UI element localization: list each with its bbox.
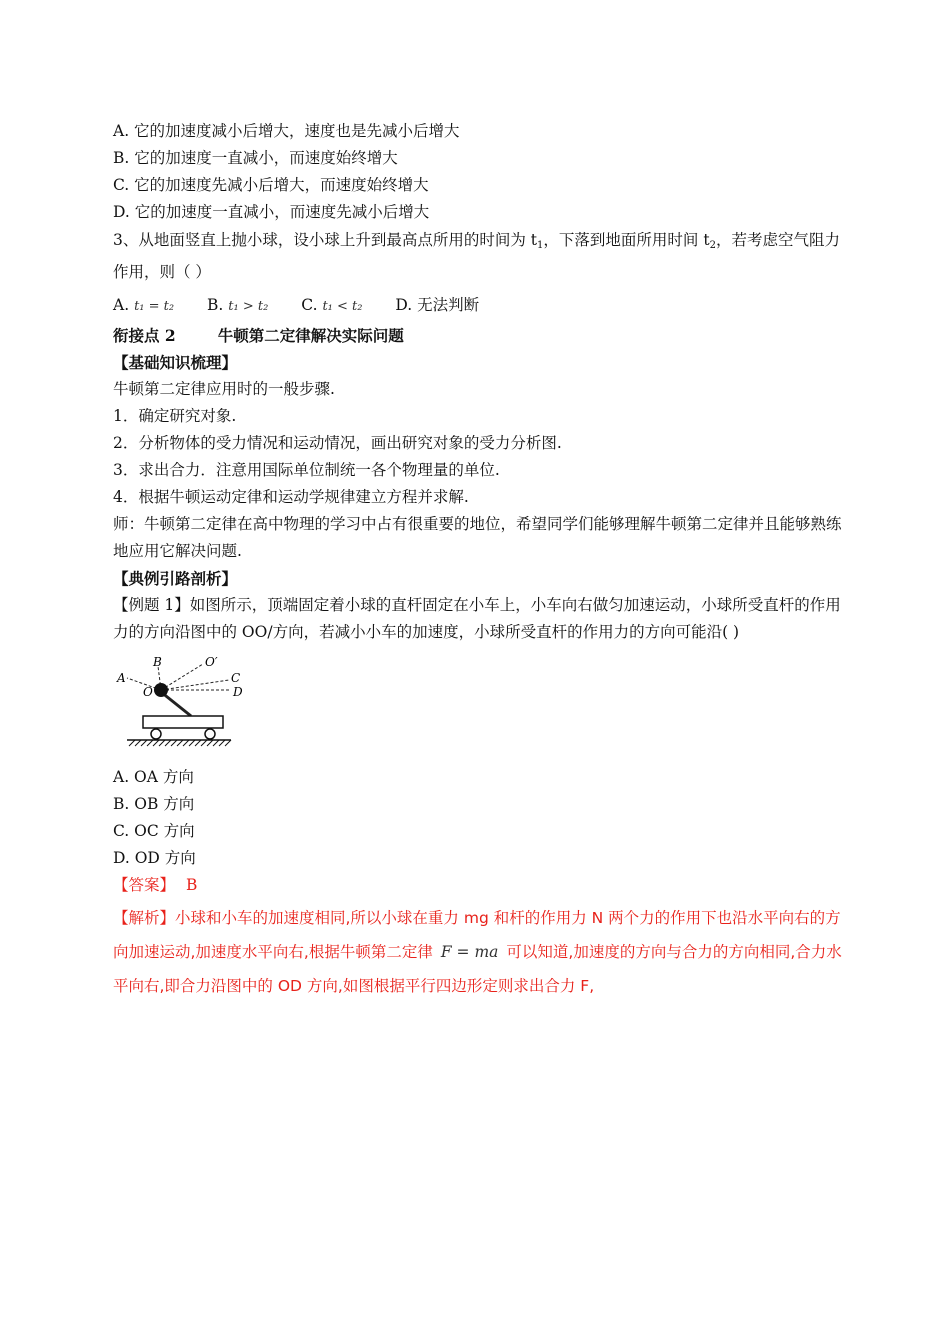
label-o: O <box>143 685 153 699</box>
example1-option-a: A. OA 方向 <box>113 768 194 786</box>
label-d: D <box>233 685 243 699</box>
label-o-prime: O′ <box>205 655 218 669</box>
analysis-text <box>113 901 843 1003</box>
line-oc <box>161 680 229 690</box>
q3-option-c-math: t₁ < t₂ <box>322 299 363 314</box>
label-b: B <box>153 655 162 669</box>
rod <box>161 692 191 716</box>
q3-options <box>113 292 843 320</box>
step-4: 4．根据牛顿运动定律和运动学规律建立方程并求解. <box>113 488 469 506</box>
q2-option-b: B. 它的加速度一直减小，而速度始终增大 <box>113 149 398 167</box>
example1-option-d: D. OD 方向 <box>113 849 196 867</box>
section-heading-number: 衔接点 2 <box>113 326 176 345</box>
q3-stem-sub1: 1 <box>537 240 544 251</box>
q2-option-c: C. 它的加速度先减小后增大，而速度始终增大 <box>113 176 429 194</box>
line-oo-prime <box>161 664 203 690</box>
q3-option-a-label: A. <box>113 296 130 314</box>
section-heading-title: 牛顿第二定律解决实际问题 <box>217 326 404 345</box>
example1-stem: 【例题 1】如图所示，顶端固定着小球的直杆固定在小车上，小车向右做匀加速运动，小球所受直杆的作用力的方向沿图中的 OO/方向，若减小小车的加速度，小球所受直杆的作用力的方向可能沿( ) <box>113 596 841 641</box>
cart-rod-ball-figure <box>113 654 253 754</box>
q3-stem-part3: ，若考虑空气阻力作用，则（ ） <box>113 231 840 281</box>
analysis-formula: F = ma <box>440 943 499 961</box>
example1-option-c: C. OC 方向 <box>113 822 195 840</box>
step-3: 3．求出合力．注意用国际单位制统一各个物理量的单位. <box>113 461 500 479</box>
example-title: 【典例引路剖析】 <box>113 569 238 588</box>
q3-stem-part2: ，下落到地面所用时间 t <box>543 231 710 249</box>
q3-stem <box>113 227 843 286</box>
section-heading <box>113 322 843 349</box>
ground-hatch <box>129 740 231 746</box>
label-c: C <box>231 671 241 685</box>
q3-option-b-label: B. <box>207 296 224 314</box>
example1-option-b: B. OB 方向 <box>113 795 195 813</box>
cart-body <box>143 716 223 728</box>
answer-label: 【答案】 <box>113 876 176 894</box>
wheel-left <box>151 729 161 739</box>
q3-option-b-math: t₁ > t₂ <box>228 299 269 314</box>
step-1: 1．确定研究对象. <box>113 407 237 425</box>
label-a: A <box>117 671 126 685</box>
teacher-note: 师：牛顿第二定律在高中物理的学习中占有很重要的地位，希望同学们能够理解牛顿第二定律并且能够熟练地应用它解决问题. <box>113 515 842 560</box>
wheel-right <box>205 729 215 739</box>
answer-value: B <box>185 876 198 894</box>
q3-option-d: D. 无法判断 <box>395 296 480 314</box>
q3-option-a-math: t₁ = t₂ <box>134 299 175 314</box>
basics-title: 【基础知识梳理】 <box>113 353 238 372</box>
steps-intro: 牛顿第二定律应用时的一般步骤. <box>113 380 335 398</box>
document-page <box>113 118 843 1003</box>
q3-stem-part1: 3、从地面竖直上抛小球，设小球上升到最高点所用的时间为 t <box>113 231 538 249</box>
q2-option-d: D. 它的加速度一直减小，而速度先减小后增大 <box>113 203 430 221</box>
q2-option-a: A. 它的加速度减小后增大，速度也是先减小后增大 <box>113 122 460 140</box>
step-2: 2．分析物体的受力情况和运动情况，画出研究对象的受力分析图. <box>113 434 562 452</box>
analysis-part1: 【解析】小球和小车的加速度相同,所以小球在重力 mg 和杆的作用力 N 两个力的作用下也沿水平向右的方向加速运动,加速度水平向右,根据牛顿第二定律 <box>113 909 841 961</box>
q3-stem-sub2: 2 <box>709 240 716 251</box>
answer-line <box>113 872 843 899</box>
q3-option-c-label: C. <box>301 296 318 314</box>
ball <box>154 683 168 697</box>
analysis-part2: 可以知道,加速度的方向与合力的方向相同,合力水平向右,即合力沿图中的 OD 方向,如图根据平行四边形定则求出合力 F, <box>113 943 842 995</box>
